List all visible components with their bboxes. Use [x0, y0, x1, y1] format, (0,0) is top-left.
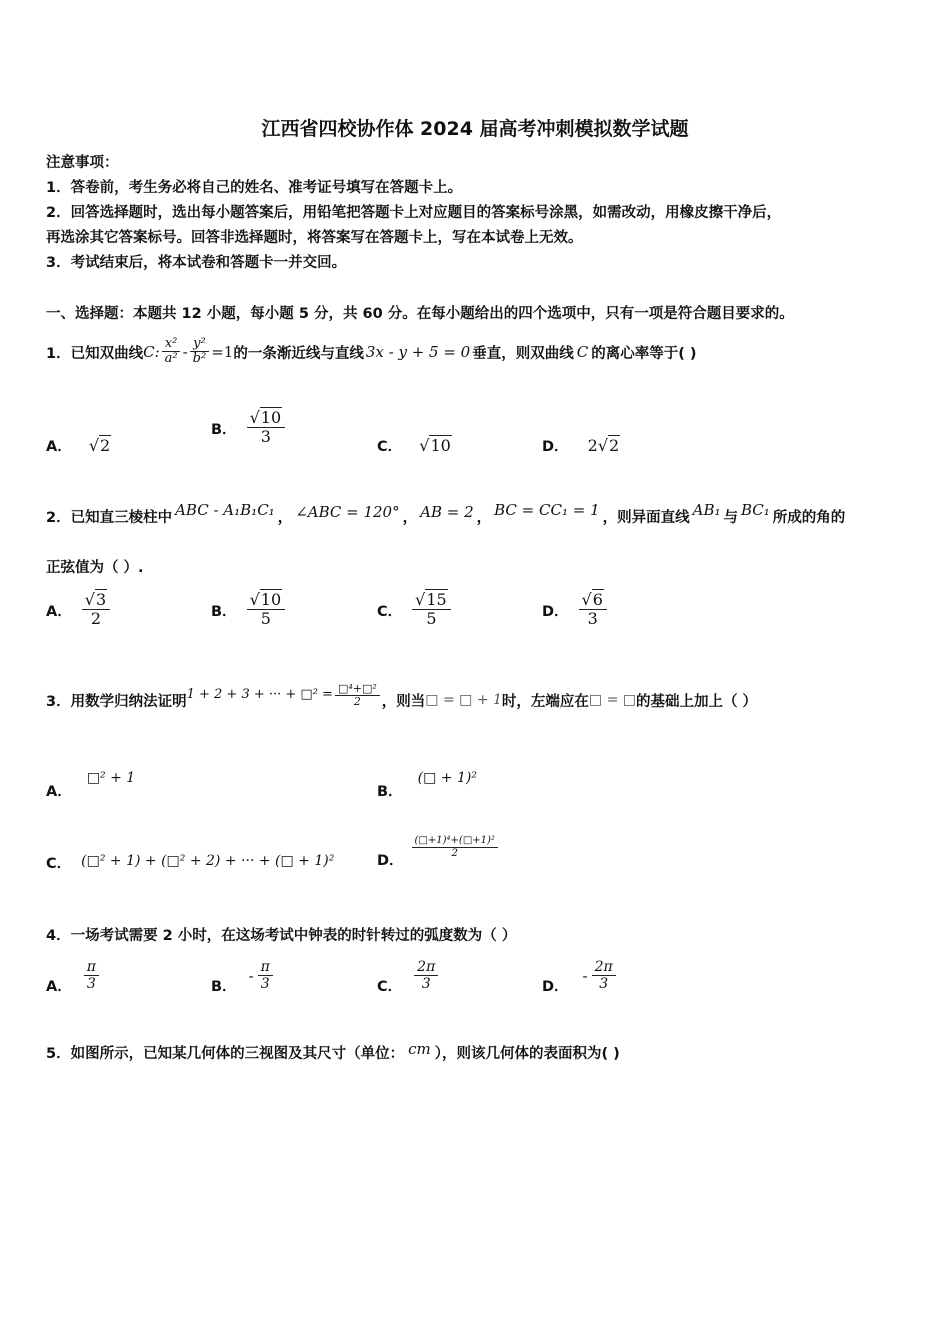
q2-bc1: BC₁	[741, 501, 770, 519]
q2-a-value	[82, 592, 110, 628]
option-label: D．	[542, 979, 569, 996]
frac-num: √6	[579, 592, 607, 610]
option-label: C．	[377, 979, 403, 996]
comma: ，	[277, 509, 293, 526]
q3-sum: 1 + 2 + 3 + ··· + □² =	[186, 686, 333, 702]
option-label: A．	[46, 603, 72, 620]
q4-option-d[interactable]	[542, 959, 618, 996]
frac-num: √3	[82, 592, 110, 610]
q1-frac-y	[190, 337, 210, 367]
q1-eq: =1	[211, 343, 234, 361]
q1-frac-y-num: y²	[190, 337, 209, 352]
q2-bc: BC = CC₁ = 1	[494, 501, 600, 519]
option-label: B．	[211, 603, 237, 620]
radicand: 15	[426, 590, 447, 609]
option-sign: -	[248, 966, 254, 985]
q3-option-d[interactable]	[377, 835, 500, 869]
option-label: A．	[46, 784, 72, 800]
section-heading: 一、选择题：本题共 12 小题，每小题 5 分，共 60 分。在每小题给出的四个选项中，只有一项是符合题目要求的。	[46, 306, 794, 322]
radicand: 2	[609, 436, 620, 455]
question-2	[46, 496, 845, 536]
radicand: 10	[260, 408, 282, 427]
coefficient: 2	[587, 436, 598, 455]
q1-minus: -	[182, 343, 188, 361]
q3-prefix: 3．用数学归纳法证明	[46, 693, 187, 710]
q4-option-b[interactable]	[211, 959, 275, 996]
radicand: 6	[592, 590, 603, 609]
q3-mid2: 时，左端应在	[501, 693, 589, 710]
option-label: D．	[542, 439, 569, 455]
q2-ab1: AB₁	[692, 501, 721, 519]
q2-option-c[interactable]	[377, 592, 453, 628]
radicand: 2	[100, 436, 111, 455]
question-3	[46, 680, 757, 720]
q2-c-value	[412, 592, 451, 628]
radicand: 10	[260, 590, 282, 609]
frac-den: 3	[421, 975, 431, 992]
comma: ，	[402, 509, 418, 526]
q1-line-eq: 3x - y + 5 = 0	[365, 343, 471, 361]
q1-c: C	[576, 343, 589, 361]
q3-option-c[interactable]	[46, 852, 334, 873]
radicand: 10	[430, 436, 451, 455]
q2-option-d[interactable]	[542, 592, 609, 628]
frac-den: 3	[599, 975, 609, 992]
notes-item: 再选涂其它答案标号。回答非选择题时，将答案写在答题卡上，写在本试卷上无效。	[46, 230, 583, 246]
option-label: D．	[542, 603, 569, 620]
option-label: C．	[377, 603, 403, 620]
q2-angle: ∠ABC = 120°	[295, 503, 400, 521]
q5-suffix: ），则该几何体的表面积为( )	[434, 1046, 620, 1062]
q1-option-c[interactable]	[377, 435, 452, 456]
frac-num: √10	[247, 592, 286, 610]
q3-a-value: □² + 1	[86, 770, 136, 786]
frac-num: √15	[412, 592, 451, 610]
q2-mid: ，则异面直线	[602, 509, 690, 526]
q1-frac-y-den: b²	[192, 350, 207, 366]
frac-num: 2π	[592, 960, 616, 976]
q1-curve-label: C:	[143, 343, 160, 361]
q4-option-a[interactable]	[46, 959, 101, 996]
q2-prism: ABC - A₁B₁C₁	[175, 501, 275, 519]
option-label: D．	[377, 853, 404, 869]
q1-d-value: 2√2	[587, 436, 620, 455]
q3-cond2: □ = □	[588, 692, 636, 708]
q2-option-a[interactable]	[46, 592, 112, 628]
radicand: 3	[95, 590, 107, 609]
q5-unit: cm	[408, 1039, 431, 1058]
q1-mid2: 垂直，则双曲线	[472, 345, 574, 362]
q4-b-value	[258, 960, 273, 992]
option-label: C．	[46, 856, 72, 872]
option-label: C．	[377, 439, 403, 455]
q1-c-value: √10	[419, 436, 451, 455]
q1-option-a[interactable]	[46, 435, 111, 456]
notes-item: 2．回答选择题时，选出每小题答案后，用铅笔把答题卡上对应题目的答案标号涂黑，如需改动，用橡皮擦干净后，	[46, 205, 782, 221]
q1-frac-x-den: a²	[164, 350, 178, 366]
q3-b-value: (□ + 1)²	[417, 770, 477, 786]
q3-c-value: (□² + 1) + (□² + 2) + ··· + (□ + 1)²	[81, 852, 335, 869]
q3-mid: ，则当	[381, 693, 426, 710]
q2-d-value	[579, 592, 607, 628]
frac-den: 3	[260, 426, 271, 446]
q2-prefix: 2．已知直三棱柱中	[46, 509, 173, 526]
question-1	[46, 330, 697, 374]
frac-num: π	[258, 960, 273, 976]
q1-option-d[interactable]	[542, 435, 620, 456]
q5-prefix: 5．如图所示，已知某几何体的三视图及其尺寸（单位：	[46, 1046, 405, 1062]
q4-a-value	[84, 960, 99, 992]
q3-cond1: □ = □ + 1	[425, 692, 502, 708]
q1-prefix: 1．已知双曲线	[46, 345, 144, 362]
q3-option-b[interactable]	[377, 766, 477, 800]
option-label: B．	[211, 421, 237, 438]
q1-suffix: 的离心率等于( )	[591, 345, 697, 362]
frac-den: 5	[260, 608, 271, 628]
frac-num: 2π	[414, 960, 438, 976]
option-label: B．	[211, 979, 237, 996]
frac-den: 2	[451, 847, 458, 859]
q2-option-b[interactable]	[211, 592, 287, 628]
q4-option-c[interactable]	[377, 959, 440, 996]
frac-den: 5	[426, 608, 437, 628]
q2-with: 与	[723, 509, 738, 526]
page-title: 江西省四校协作体 2024 届高考冲刺模拟数学试题	[261, 118, 689, 140]
notes-item: 1．答卷前，考生务必将自己的姓名、准考证号填写在答题卡上。	[46, 180, 463, 196]
q1-mid: 的一条渐近线与直线	[233, 345, 364, 362]
question-5	[46, 1039, 620, 1063]
q4-d-value	[592, 960, 616, 992]
frac-num: √10	[247, 410, 286, 428]
q3-rhs	[335, 683, 380, 708]
frac-den: 2	[90, 608, 102, 628]
q3-suffix: 的基础上加上（ ）	[636, 693, 758, 710]
q2-ab: AB = 2	[420, 503, 474, 521]
q1-frac-x-num: x²	[162, 337, 181, 352]
q2-b-value	[247, 592, 286, 628]
notes-block	[46, 151, 781, 276]
q3-option-a[interactable]	[46, 766, 136, 800]
frac-den: 3	[86, 975, 96, 992]
comma: ，	[476, 509, 492, 526]
frac-den: 3	[587, 608, 598, 628]
q4-c-value	[414, 960, 438, 992]
frac-den: 3	[260, 975, 270, 992]
frac-num: (□+1)⁴+(□+1)²	[412, 836, 498, 848]
question-4: 4．一场考试需要 2 小时，在这场考试中钟表的时针转过的弧度数为（ ）	[46, 928, 517, 944]
option-label: A．	[46, 439, 72, 455]
notes-item: 3．考试结束后，将本试卷和答题卡一并交回。	[46, 255, 347, 271]
q1-option-b[interactable]	[211, 410, 287, 446]
notes-heading: 注意事项：	[46, 155, 119, 171]
option-label: A．	[46, 979, 72, 996]
q2-suffix: 所成的角的	[772, 509, 846, 526]
option-label: B．	[377, 784, 403, 800]
option-sign: -	[582, 966, 588, 985]
q2-line2: 正弦值为（ ）.	[46, 560, 144, 576]
q3-d-value	[412, 836, 498, 859]
frac-num: π	[84, 960, 99, 976]
q1-b-value	[247, 410, 286, 446]
frac-num: □⁴+□²	[335, 683, 380, 696]
frac-den: 2	[353, 694, 361, 708]
q1-frac-x	[162, 337, 181, 367]
q1-a-value: √2	[88, 436, 111, 455]
